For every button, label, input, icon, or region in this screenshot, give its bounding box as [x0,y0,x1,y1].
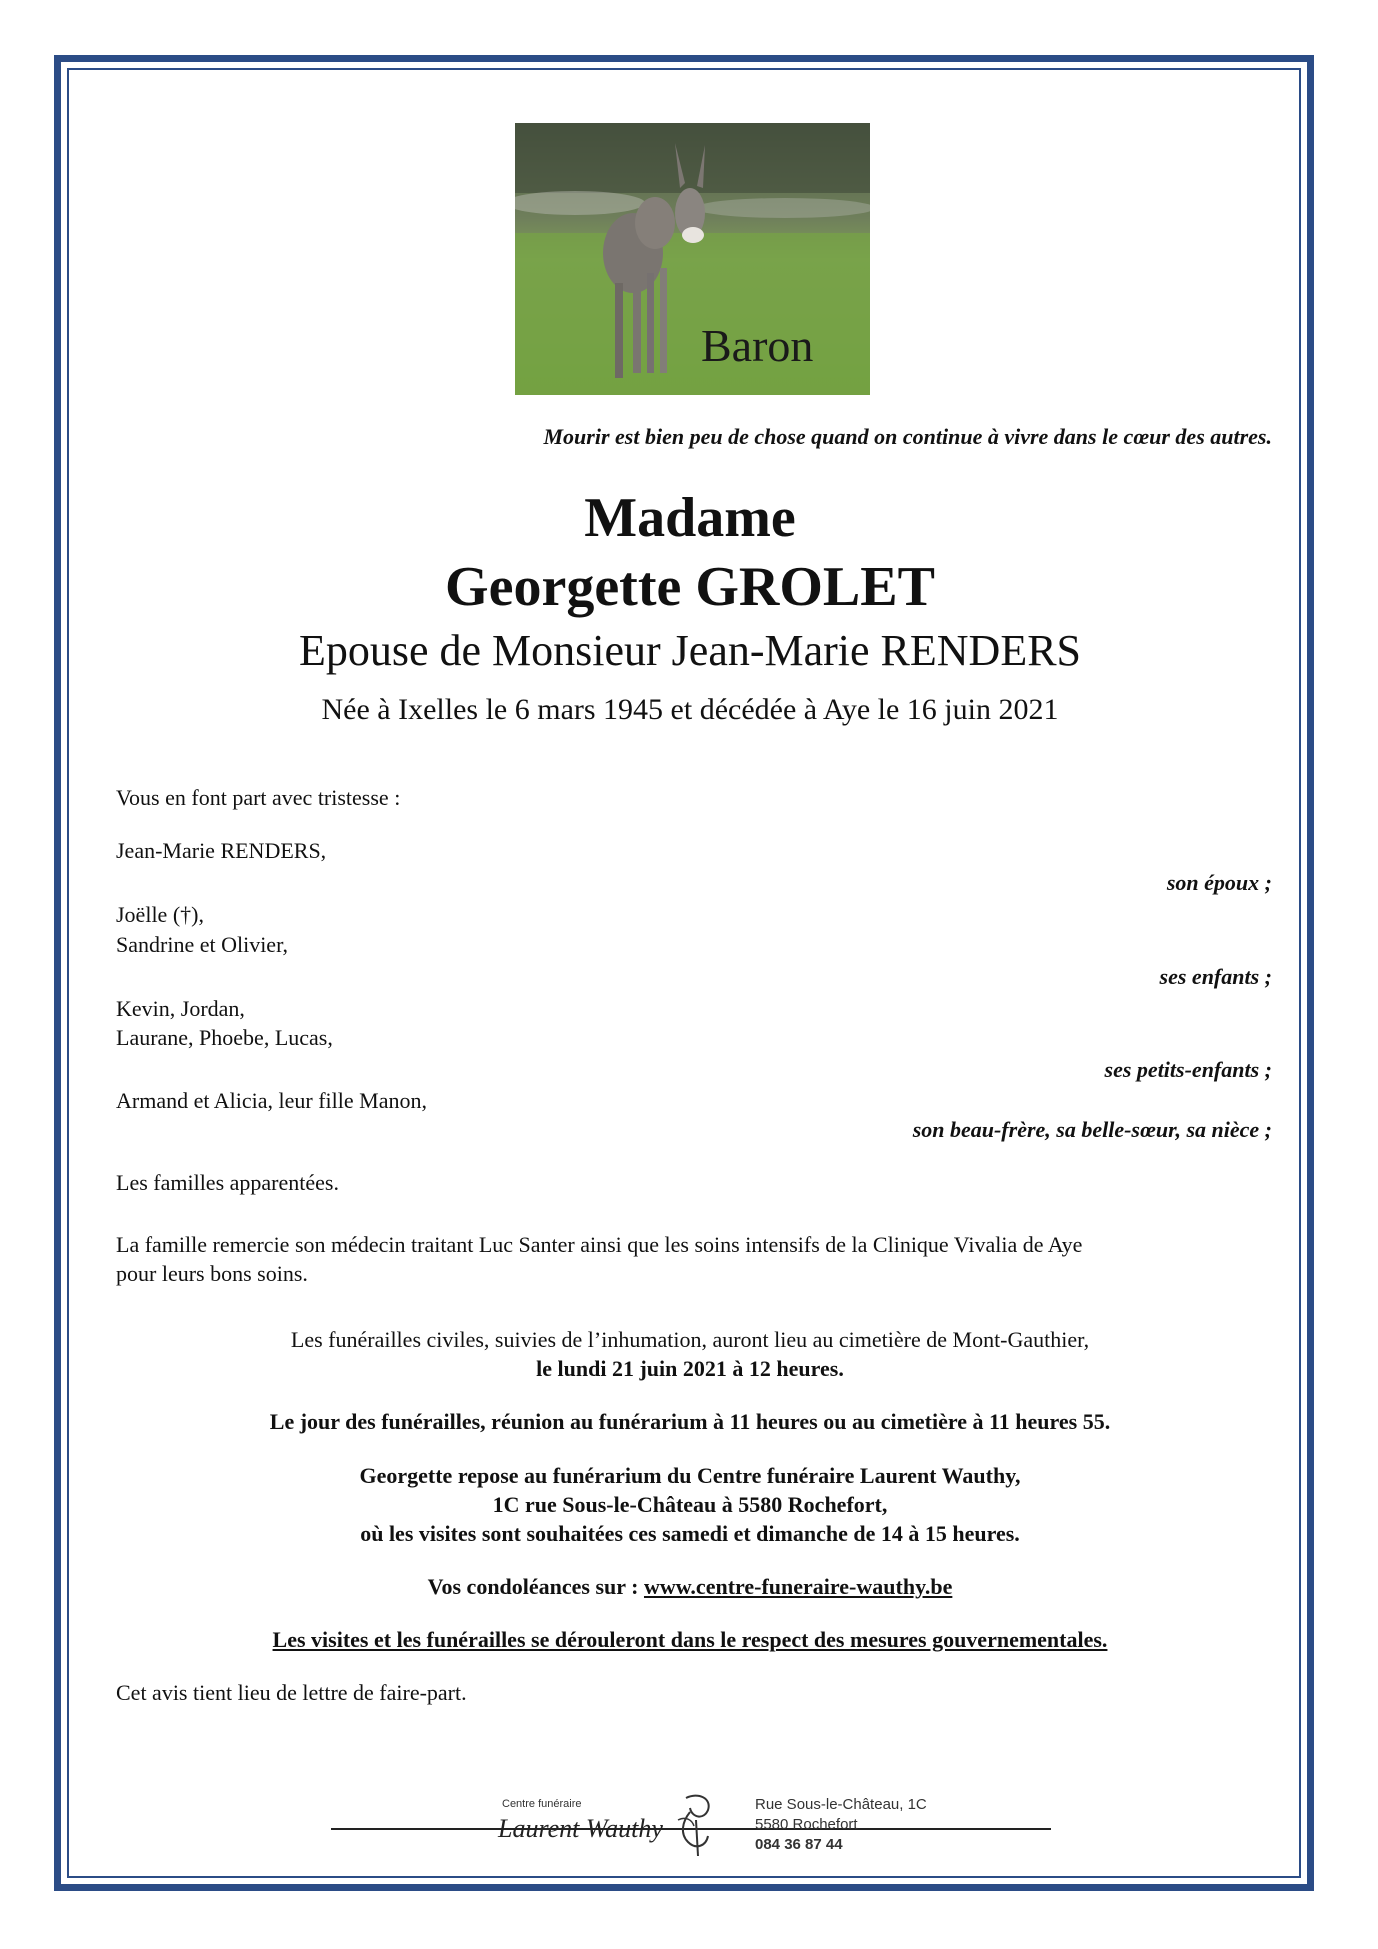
logo-figure-icon [668,1790,728,1865]
photo-illustration [515,123,870,395]
spouse-line: Epouse de Monsieur Jean-Marie RENDERS [298,626,1082,675]
family-name-line: Sandrine et Olivier, [116,932,289,957]
funeral-line: Les funérailles civiles, suivies de l’inhumation, auront lieu au cimetière de Mont-Gauthier, [290,1327,1090,1352]
related-families: Les familles apparentées. [116,1170,339,1195]
deceased-name: Georgette GROLET [445,556,935,618]
family-name-line: Laurane, Phoebe, Lucas, [116,1025,333,1050]
photo-caption: Baron [701,320,814,371]
dates-line: Née à Ixelles le 6 mars 1945 et décédée à Aye le 16 juin 2021 [321,693,1059,726]
logo-name: Laurent Wauthy [498,1814,663,1843]
repose-line: où les visites sont souhaitées ces samedi et dimanche de 14 à 15 heures. [360,1521,1020,1546]
repose-line: 1C rue Sous-le-Château à 5580 Rochefort, [492,1492,888,1517]
closing-text: Cet avis tient lieu de lettre de faire-part. [116,1680,467,1705]
thanks-line: La famille remercie son médecin traitant Luc Santer ainsi que les soins intensifs de la Clinique Vivalia de Aye [116,1232,1083,1257]
family-name-line: Jean-Marie RENDERS, [116,838,327,863]
family-relation: son beau-frère, sa belle-sœur, sa nièce ; [912,1117,1272,1142]
donkey-photo [515,123,870,395]
logo-small-text: Centre funéraire [502,1798,582,1810]
meeting-info: Le jour des funérailles, réunion au funérarium à 11 heures ou au cimetière à 11 heures 55. [269,1409,1111,1434]
honorific: Madame [584,487,796,549]
measures-notice: Les visites et les funérailles se dérouleront dans le respect des mesures gouvernementales. [272,1627,1108,1652]
memorial-quote: Mourir est bien peu de chose quand on continue à vivre dans le cœur des autres. [543,424,1272,449]
family-name-line: Joëlle (†), [116,902,204,927]
intro-text: Vous en font part avec tristesse : [116,785,401,810]
condolences [100,1574,1280,1600]
footer-phone: 084 36 87 44 [755,1836,843,1853]
funeral-date: le lundi 21 juin 2021 à 12 heures. [536,1356,844,1381]
condolences-label: Vos condoléances sur : [427,1574,639,1599]
condolences-link[interactable]: www.centre-funeraire-wauthy.be [643,1574,953,1599]
footer-address-line: 5580 Rochefort [755,1816,858,1833]
family-relation: ses enfants ; [1159,964,1272,989]
family-relation: ses petits-enfants ; [1104,1057,1272,1082]
family-relation: son époux ; [1166,870,1272,895]
footer-address-line: Rue Sous-le-Château, 1C [755,1796,927,1813]
family-name-line: Armand et Alicia, leur fille Manon, [116,1088,427,1113]
repose-line: Georgette repose au funérarium du Centre funéraire Laurent Wauthy, [359,1463,1021,1488]
family-name-line: Kevin, Jordan, [116,996,245,1021]
thanks-line: pour leurs bons soins. [116,1261,308,1286]
